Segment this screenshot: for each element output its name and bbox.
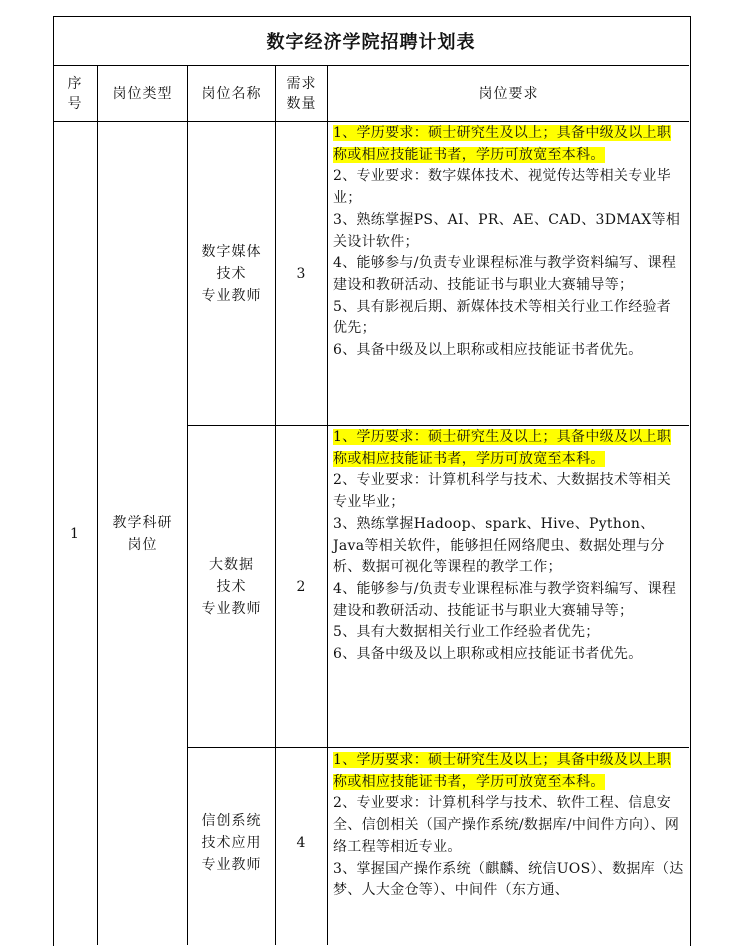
requirement-item [333, 427, 685, 470]
header-name: 岗位名称 [201, 85, 262, 102]
position-name: 信创系统 技术应用 专业教师 [201, 813, 262, 873]
header-type: 岗位类型 [112, 85, 173, 102]
position-count: 3 [296, 265, 307, 282]
highlight-text: 1、学历要求：硕士研究生及以上； [333, 752, 557, 768]
highlight-text: 具备中级及以上职称或相应技能证书者，学历可放宽至本科。 [333, 125, 672, 163]
requirement-item: 2、专业要求：计算机科学与技术、软件工程、信息安全、信创相关（国产操作系统/数据库/中间件方向）、网络工程等相近专业。 [333, 795, 680, 855]
requirement-item: 5、具有大数据相关行业工作经验者优先； [333, 624, 600, 641]
row-seq: 1 [70, 525, 80, 542]
position-name: 大数据 技术 专业教师 [201, 556, 262, 617]
highlight-text: 具备中级及以上职称或相应技能证书者，学历可放宽至本科。 [333, 752, 672, 790]
requirement-item: 4、能够参与/负责专业课程标准与教学资料编写、课程建设和教研活动、技能证书与职业大赛辅导等； [333, 580, 677, 619]
header-req: 岗位要求 [478, 85, 539, 102]
position-requirements [333, 123, 685, 362]
requirement-item: 2、专业要求：计算机科学与技术、大数据技术等相关专业毕业； [333, 472, 672, 511]
requirement-item [333, 123, 685, 166]
row-type: 教学科研 岗位 [112, 514, 173, 553]
requirement-item [333, 750, 685, 793]
position-count: 4 [296, 835, 307, 851]
page-title: 数字经济学院招聘计划表 [266, 32, 476, 53]
position-requirements [333, 750, 685, 944]
requirement-item: 3、掌握国产操作系统（麒麟、统信UOS）、数据库（达梦、人大金仓等）、中间件（东方通、 [333, 860, 684, 899]
header-count: 需求 数量 [286, 75, 317, 112]
highlight-text: 1、学历要求：硕士研究生及以上； [333, 429, 557, 445]
col-divider-count [327, 65, 328, 945]
requirement-item: 4、能够参与/负责专业课程标准与教学资料编写、课程建设和教研活动、技能证书与职业大赛辅导等； [333, 255, 677, 293]
position-requirements [333, 427, 685, 666]
requirement-item: 3、熟练掌握Hadoop、spark、Hive、Python、Java等相关软件，能够担任网络爬虫、数据处理与分析、数据可视化等课程的教学工作； [333, 515, 665, 576]
position-count: 2 [296, 578, 307, 595]
requirement-item: 2、专业要求：数字媒体技术、视觉传达等相关专业毕业； [333, 168, 672, 207]
requirement-item: 5、具有影视后期、新媒体技术等相关行业工作经验者优先； [333, 298, 672, 337]
header-seq: 序 号 [67, 75, 83, 112]
highlight-text: 1、学历要求：硕士研究生及以上； [333, 125, 557, 141]
requirement-item: 3、熟练掌握PS、AI、PR、AE、CAD、3DMAX等相关设计软件； [333, 211, 681, 250]
highlight-text: 具备中级及以上职称或相应技能证书者，学历可放宽至本科。 [333, 429, 672, 467]
position-name: 数字媒体 技术 专业教师 [201, 243, 262, 304]
requirement-item: 6、具备中级及以上职称或相应技能证书者优先。 [333, 646, 643, 663]
requirement-item: 6、具备中级及以上职称或相应技能证书者优先。 [333, 342, 643, 359]
